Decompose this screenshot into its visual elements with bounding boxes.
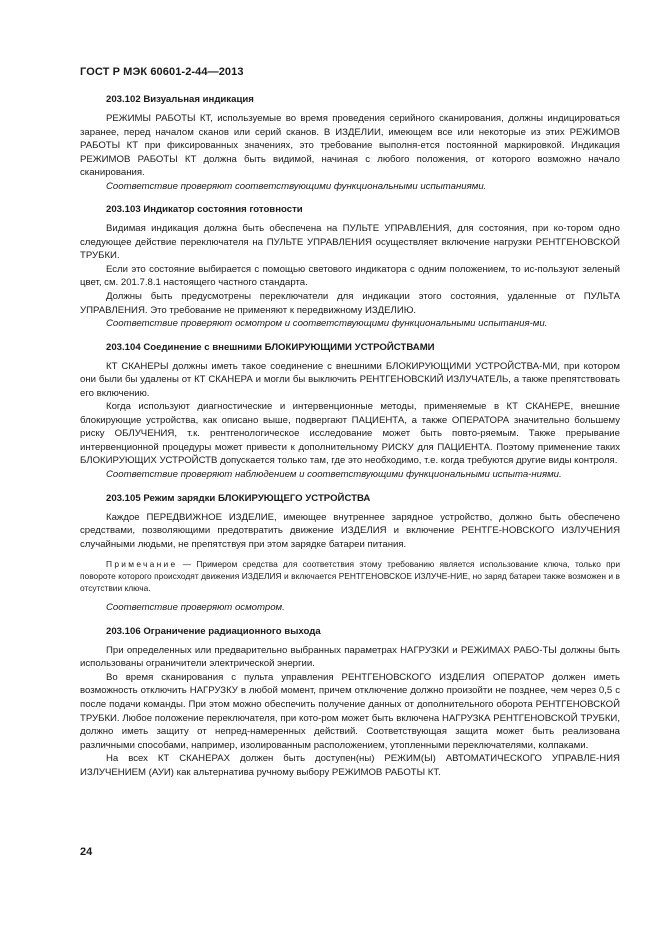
document-body <box>80 90 620 779</box>
paragraph: При определенных или предварительно выбранных параметрах НАГРУЗКИ и РЕЖИМАХ РАБО-ТЫ должны быть использованы ограничители электрической энергии. <box>80 644 620 670</box>
paragraph: Во время сканирования с пульта управления РЕНТГЕНОВСКОГО ИЗДЕЛИЯ ОПЕРАТОР должен иметь возможность отключить НАГРУЗКУ в любой момент, причем отключение должно произойти не позднее, чем через 0,5 с после подачи команды. При этом можно обеспечить получение данных от дополнительного оборота РЕНТГЕНОВСКОЙ ТРУБКИ. Любое положение переключателя, при кото-ром может быть включена НАГРУЗКА РЕНТГЕНОВСКОЙ ТРУБКИ, должно иметь защиту от непред-намеренных действий. Соответствующая защита может быть реализована различными способами, например, изолированным расположением, утопленными переключателями, колпаками. <box>80 671 620 751</box>
paragraph: Видимая индикация должна быть обеспечена на ПУЛЬТЕ УПРАВЛЕНИЯ, для состояния, при ко-тором одно следующее действие переключателя на ПУЛЬТЕ УПРАВЛЕНИЯ осуществляет включение нагрузки РЕНТГЕНОВСКОЙ ТРУБКИ. <box>80 223 620 262</box>
page-number: 24 <box>80 846 93 858</box>
paragraph: РЕЖИМЫ РАБОТЫ КТ, используемые во время проведения серийного сканирования, должны индицироваться заранее, перед началом сканов или серий сканов. В ИЗДЕЛИИ, имеющем все или некоторые из этих РЕЖИМОВ РАБОТЫ КТ при фиксированных значениях, это требование выполня-ется постоянной маркировкой. Индикация РЕЖИМОВ РАБОТЫ КТ должна быть видимой, начиная с любого положения, от которого возможно начало сканирования. <box>80 113 620 179</box>
compliance-statement: Соответствие проверяют осмотром. <box>106 602 285 614</box>
note-label: Примечание <box>106 559 178 570</box>
paragraph: Каждое ПЕРЕДВИЖНОЕ ИЗДЕЛИЕ, имеющее внутреннее зарядное устройство, должно быть обеспечено средствами, позволяющими предотвратить движение ИЗДЕЛИЯ и включение РЕНТГЕ-НОВСКОГО ИЗЛУЧЕНИЯ случайными людьми, не препятствуя при этом зарядке батареи питания. <box>80 511 620 550</box>
compliance-statement: Соответствие проверяют наблюдением и соответствующими функциональными испыта-ниями. <box>106 469 562 481</box>
paragraph: На всех КТ СКАНЕРАХ должен быть доступен(ны) РЕЖИМ(Ы) АВТОМАТИЧЕСКОГО УПРАВЛЕ-НИЯ ИЗЛУЧЕНИЕМ (АУИ) как альтернатива ручному выбору РЕЖИМОВ РАБОТЫ КТ. <box>80 753 620 778</box>
paragraph: Когда используют диагностические и интервенционные методы, применяемые в КТ СКАНЕРЕ, внешние блокирующие устройства, как описано выше, подвергают ПАЦИЕНТА, а также ОПЕРАТОРА значительно большему риску ОБЛУЧЕНИЯ, т.к. рентгенологическое исследование может быть повто-ряемым. Также прерывание интервенционной процедуры может привести к дополнительному РИСКУ для ПАЦИЕНТА. Поэтому применение таких БЛОКИРУЮЩИХ УСТРОЙСТВ допускается только там, где это необходимо, т.е. когда требуются другие виды контроля. <box>80 401 620 467</box>
section-heading-203-106: 203.106 Ограничение радиационного выхода <box>106 625 321 637</box>
section-heading-203-104: 203.104 Соединение с внешними БЛОКИРУЮЩИМИ УСТРОЙСТВАМИ <box>106 341 435 353</box>
section-heading-203-102: 203.102 Визуальная индикация <box>106 94 254 105</box>
compliance-statement: Соответствие проверяют соответствующими функциональными испытаниями. <box>106 180 487 192</box>
paragraph: Если это состояние выбирается с помощью светового индикатора с одним положением, то ис-пользуют зеленый цвет, см. 201.7.8.1 настоящего частного стандарта. <box>80 263 620 289</box>
compliance-statement: Соответствие проверяют осмотром и соответствующими функциональными испытания-ми. <box>106 318 548 330</box>
document-header: ГОСТ Р МЭК 60601-2-44—2013 <box>80 66 244 78</box>
section-heading-203-103: 203.103 Индикатор состояния готовности <box>106 204 303 216</box>
paragraph: КТ СКАНЕРЫ должны иметь такое соединение с внешними БЛОКИРУЮЩИМИ УСТРОЙСТВА-МИ, при котором они были бы удалены от КТ СКАНЕРА и могли бы выключить РЕНТГЕНОВСКИЙ ИЗЛУЧАТЕЛЬ, а также препятствовать его включению. <box>80 360 620 399</box>
section-heading-203-105: 203.105 Режим зарядки БЛОКИРУЮЩЕГО УСТРОЙСТВА <box>106 492 371 504</box>
note-text: — Примером средства для соответствия этому требованию является использование ключа, только при повороте которого происходят движения ИЗДЕЛИЯ и включается РЕНТГЕНОВСКОЕ ИЗЛУЧЕ-НИЕ, но заряд батареи также возможен и в отсутствии ключа. <box>80 559 620 594</box>
note <box>80 558 620 594</box>
paragraph: Должны быть предусмотрены переключатели для индикации этого состояния, удаленные от ПУЛЬТА УПРАВЛЕНИЯ. Это требование не применяют к передвижному ИЗДЕЛИЮ. <box>80 291 620 316</box>
